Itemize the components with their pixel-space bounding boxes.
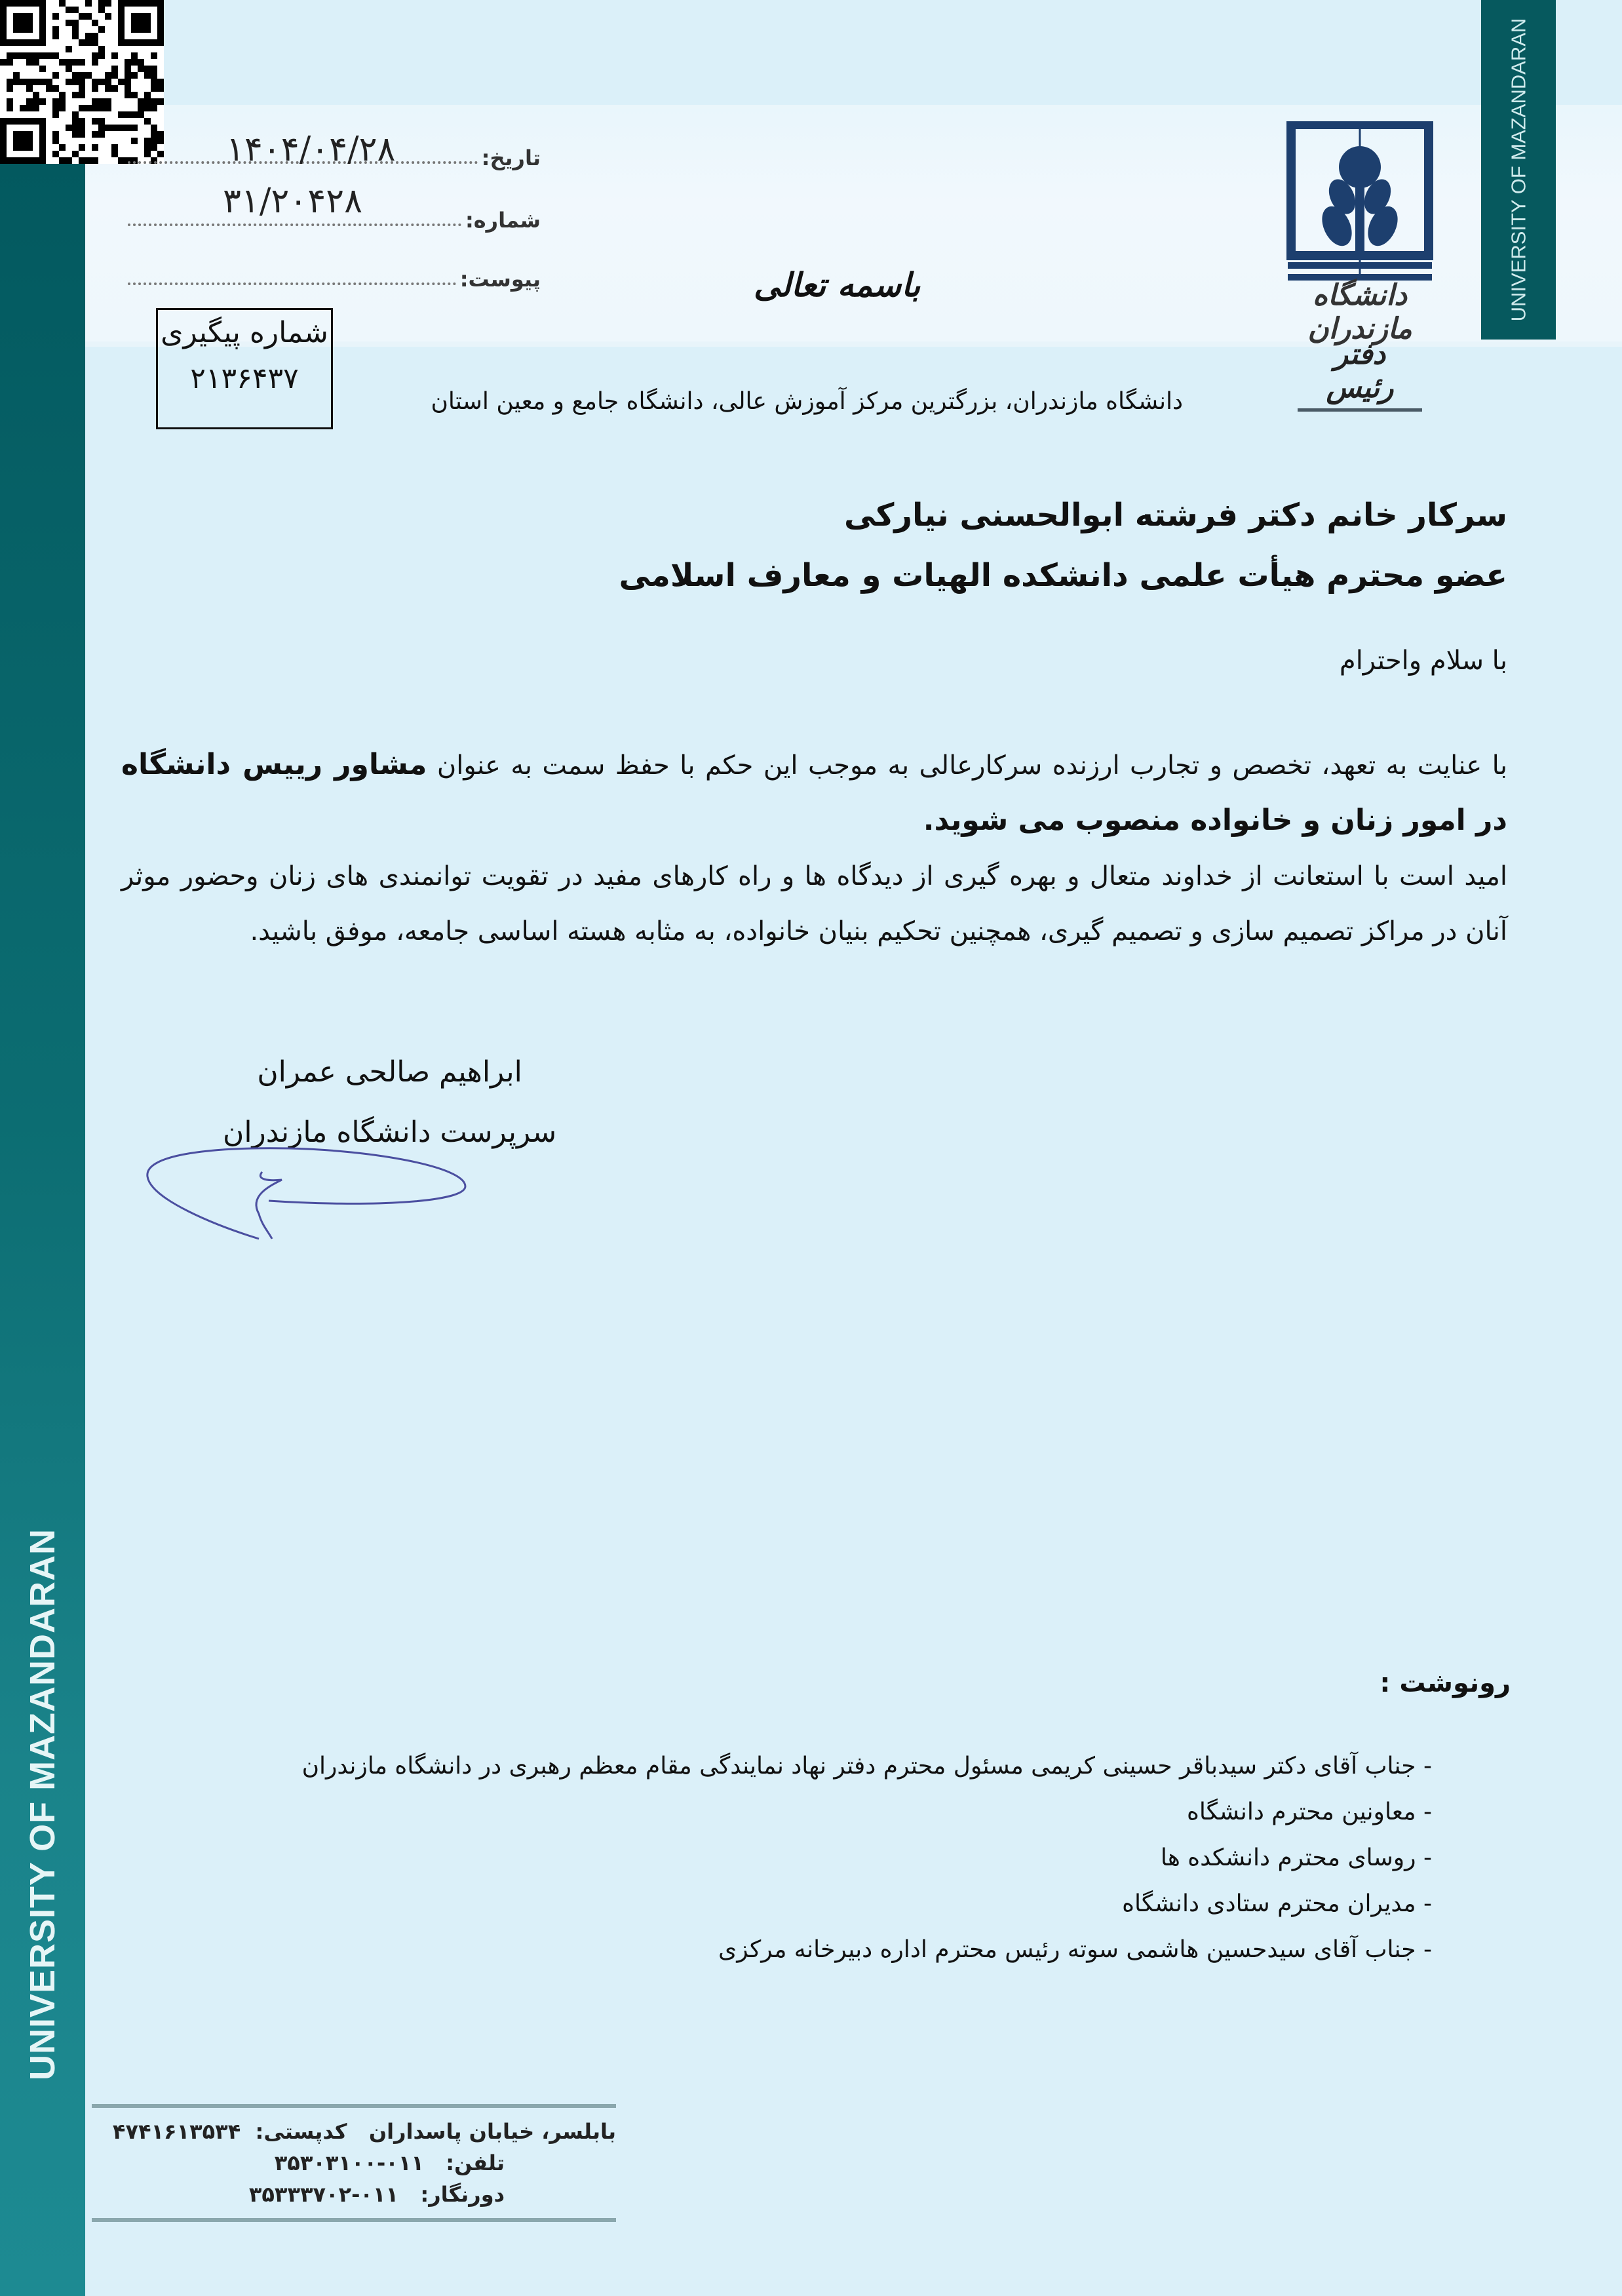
number-value: ۳۱/۲۰۴۲۸: [223, 182, 363, 221]
cc-item: - معاونین محترم دانشگاه: [302, 1789, 1432, 1835]
appointment-text: با عنایت به تعهد، تخصص و تجارب ارزنده سرکارعالی به موجب این حکم با حفظ سمت به عنوان: [427, 750, 1508, 781]
footer-fax-row: [92, 2179, 616, 2210]
number-label: شماره:: [465, 208, 541, 233]
recipient-block: [619, 485, 1507, 606]
attachment-dotted-line: [128, 282, 456, 285]
date-row: [128, 131, 541, 170]
date-value: ۱۴۰۴/۰۴/۲۸: [226, 130, 396, 169]
logo-caption: دانشگاه مازندران: [1307, 279, 1412, 345]
footer-phone-row: [92, 2147, 616, 2179]
signer-name: ابراهیم صالحی عمران: [257, 1055, 522, 1089]
tracking-value: ۲۱۳۶۴۳۷: [190, 362, 299, 396]
footer-fax-label: دورنگار:: [420, 2182, 505, 2207]
cc-item: - جناب آقای سیدحسین هاشمی سوته رئیس محترم اداره دبیرخانه مرکزی: [302, 1927, 1432, 1973]
left-bar-university-name: UNIVERSITY OF MAZANDARAN: [23, 1528, 63, 2081]
tracking-label: شماره پیگیری: [161, 316, 328, 349]
left-brand-bar: [0, 164, 85, 2296]
number-row: [128, 182, 541, 233]
appointment-title: مشاور رییس دانشگاه در امور زنان و خانواده منصوب می شوید.: [121, 748, 1507, 837]
signature-icon: [138, 1140, 478, 1258]
cc-list: [302, 1743, 1432, 1973]
attachment-row: [128, 252, 541, 292]
footer-phone-label: تلفن:: [446, 2150, 505, 2175]
university-slogan: دانشگاه مازندران، بزرگترین مرکز آموزش عالی، دانشگاه جامع و معین استان: [431, 388, 1183, 415]
office-name: دفتر رئیس: [1298, 338, 1422, 412]
footer-address: بابلسر، خیابان پاسداران: [368, 2119, 616, 2144]
number-dotted-line: [128, 224, 461, 226]
greeting: با سلام واحترام: [1339, 646, 1507, 676]
date-label: تاریخ:: [481, 146, 541, 170]
recipient-name: سرکار خانم دکتر فرشته ابوالحسنی نیارکی: [843, 497, 1507, 534]
cc-title: رونوشت :: [1380, 1668, 1511, 1698]
right-bar-university-name: UNIVERSITY OF MAZANDARAN: [1507, 18, 1530, 322]
recipient-position: عضو محترم هیأت علمی دانشکده الهیات و معارف اسلامی: [619, 557, 1507, 594]
footer-fax: ۰۱۱-۳۵۳۳۳۷۰۲: [248, 2182, 398, 2207]
cc-item: - جناب آقای دکتر سیدباقر حسینی کریمی مسئول محترم دفتر نهاد نمایندگی مقام معظم رهبری در دانشگاه مازندران: [302, 1743, 1432, 1789]
right-brand-bar: [1481, 0, 1556, 340]
attachment-label: پیوست:: [459, 267, 541, 292]
tracking-number-box: [156, 308, 333, 429]
basmala-heading: باسمه تعالی: [754, 265, 921, 304]
cc-item: - مدیران محترم ستادی دانشگاه: [302, 1881, 1432, 1927]
closing-paragraph: امید است با استعانت از خداوند متعال و بهره گیری از دیدگاه ها و راه کارهای مفید در تقویت توانمندی های زنان وحضور موثر آنان در مراکز تصمیم سازی و تصمیم گیری، همچنین تحکیم بنیان خانواده، به مثابه هسته اساسی جامعه، موفق باشید.: [121, 861, 1507, 946]
footer-postal-label: کدپستی:: [255, 2119, 347, 2144]
signer-title: سرپرست دانشگاه مازندران: [223, 1116, 557, 1149]
footer-address-row: [92, 2116, 616, 2147]
university-logo: [1284, 121, 1435, 410]
cc-item: - روسای محترم دانشکده ها: [302, 1835, 1432, 1881]
letter-body: [121, 737, 1507, 959]
footer-phone: ۰۱۱-۳۵۳۰۳۱۰۰: [274, 2150, 424, 2175]
footer-postal-code: ۴۷۴۱۶۱۳۵۳۴: [112, 2119, 241, 2144]
footer-contact: [92, 2104, 616, 2222]
